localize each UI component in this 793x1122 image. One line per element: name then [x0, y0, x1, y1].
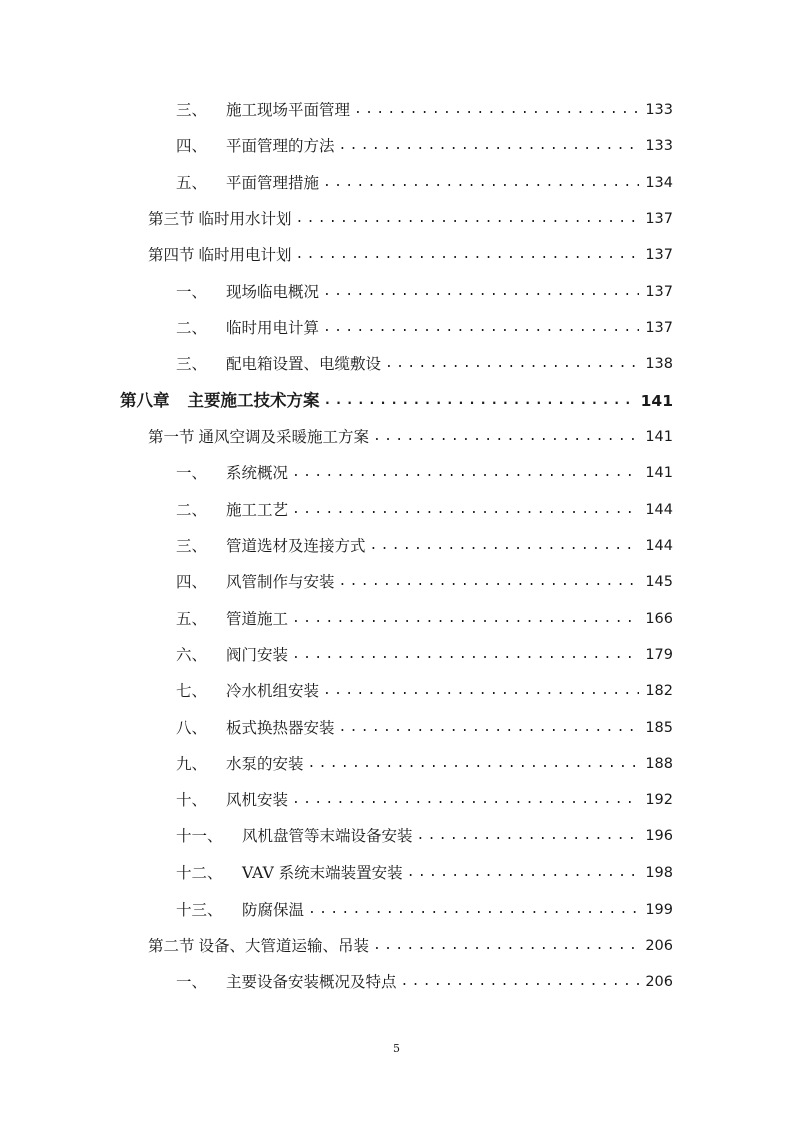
toc-entry	[176, 459, 673, 483]
toc-entry-page: 138	[645, 356, 673, 372]
toc-entry	[176, 714, 673, 738]
toc-entry	[176, 169, 673, 193]
toc-leader-dots	[401, 972, 640, 992]
toc-leader-dots	[323, 681, 639, 701]
toc-entry-page: 166	[645, 611, 673, 627]
toc-entry-title: 现场临电概况	[226, 283, 320, 301]
toc-entry	[148, 205, 673, 229]
toc-entry-title: 临时用电计划	[198, 246, 292, 264]
toc-entry-title: 冷水机组安装	[226, 682, 320, 700]
toc-entry-page: 206	[645, 938, 673, 954]
toc-entry-label: 第八章	[120, 391, 170, 410]
toc-entry-page: 192	[645, 792, 673, 808]
toc-leader-dots	[373, 427, 639, 447]
toc-entry-label: 十一、	[176, 827, 223, 845]
toc-entry-page: 188	[645, 756, 673, 772]
toc-entry-page: 179	[645, 647, 673, 663]
toc-leader-dots	[339, 136, 640, 156]
toc-entry-title: 临时用水计划	[198, 210, 292, 228]
toc-entry-title: 施工工艺	[226, 501, 289, 519]
toc-leader-dots	[323, 282, 639, 302]
toc-leader-dots	[373, 936, 639, 956]
toc-entry	[148, 932, 673, 956]
toc-entry-page: 206	[645, 974, 673, 990]
toc-entry-label: 二、	[176, 501, 208, 519]
toc-leader-dots	[292, 645, 639, 665]
toc-entry-label: 七、	[176, 682, 208, 700]
toc-leader-dots	[354, 100, 639, 120]
toc-entry	[176, 568, 673, 592]
toc-entry	[176, 532, 673, 556]
toc-entry-title: 风机安装	[226, 791, 289, 809]
toc-entry-page: 198	[645, 865, 673, 881]
toc-entry-page: 133	[645, 138, 673, 154]
toc-chapter-entry	[120, 387, 673, 411]
toc-entry-title: 管道施工	[226, 610, 289, 628]
toc-entry-page: 134	[645, 175, 673, 191]
toc-leader-dots	[292, 463, 639, 483]
toc-entry-page: 196	[645, 828, 673, 844]
toc-entry-title: 系统概况	[226, 464, 289, 482]
toc-entry-label: 三、	[176, 355, 208, 373]
toc-entry	[176, 786, 673, 810]
toc-entry-label: 一、	[176, 283, 208, 301]
toc-entry	[176, 750, 673, 774]
toc-entry-page: 144	[645, 538, 673, 554]
toc-leader-dots	[292, 500, 639, 520]
toc-leader-dots	[308, 754, 640, 774]
toc-entry-title: 配电箱设置、电缆敷设	[226, 355, 382, 373]
toc-leader-dots	[292, 790, 639, 810]
toc-entry-label: 第二节	[148, 937, 195, 955]
toc-entry-page: 137	[645, 284, 673, 300]
toc-entry-page: 182	[645, 683, 673, 699]
toc-entry	[176, 896, 673, 920]
toc-entry-title: 主要施工技术方案	[187, 391, 320, 410]
page-number: 5	[393, 1042, 400, 1055]
toc-entry	[176, 677, 673, 701]
toc-entry	[176, 132, 673, 156]
toc-entry-label: 五、	[176, 174, 208, 192]
toc-entry-title: 设备、大管道运输、吊装	[198, 937, 370, 955]
toc-entry-title: 管道选材及连接方式	[226, 537, 366, 555]
toc-entry	[148, 241, 673, 265]
toc-entry-page: 145	[645, 574, 673, 590]
toc-entry	[176, 496, 673, 520]
toc-entry	[148, 423, 673, 447]
toc-entry	[176, 822, 673, 846]
toc-entry-label: 一、	[176, 973, 208, 991]
toc-entry-title: 风机盘管等末端设备安装	[242, 827, 413, 845]
toc-leader-dots	[370, 536, 640, 556]
toc-leader-dots	[324, 391, 635, 411]
toc-entry-label: 第三节	[148, 210, 195, 228]
toc-entry	[176, 641, 673, 665]
toc-entry-title: 风管制作与安装	[226, 573, 335, 591]
toc-entry	[176, 314, 673, 338]
toc-entry-page: 137	[645, 211, 673, 227]
toc-leader-dots	[385, 354, 639, 374]
toc-entry-label: 十、	[176, 791, 208, 809]
toc-entry-page: 137	[645, 247, 673, 263]
toc-entry-label: 第一节	[148, 428, 195, 446]
toc-entry-title: 平面管理的方法	[226, 137, 335, 155]
toc-entry-label: 三、	[176, 537, 208, 555]
toc-entry-label: 二、	[176, 319, 208, 337]
toc-leader-dots	[296, 209, 640, 229]
toc-entry	[176, 968, 673, 992]
toc-entry-page: 137	[645, 320, 673, 336]
toc-entry-title: 施工现场平面管理	[226, 101, 351, 119]
toc-entry-page: 185	[645, 720, 673, 736]
toc-leader-dots	[308, 900, 639, 920]
toc-entry-label: 九、	[176, 755, 208, 773]
toc-entry-label: 第四节	[148, 246, 195, 264]
toc-leader-dots	[407, 863, 640, 883]
toc-entry-title: 通风空调及采暖施工方案	[198, 428, 370, 446]
toc-entry-label: 十三、	[176, 901, 223, 919]
toc-entry-title: 临时用电计算	[226, 319, 320, 337]
toc-leader-dots	[417, 826, 640, 846]
toc-entry-label: 八、	[176, 719, 208, 737]
toc-entry-title: 阀门安装	[226, 646, 289, 664]
toc-entry-page: 199	[645, 902, 673, 918]
toc-entry-page: 141	[645, 465, 673, 481]
toc-entry-label: 六、	[176, 646, 208, 664]
toc-entry-label: 五、	[176, 610, 208, 628]
toc-entry-title: 水泵的安装	[226, 755, 304, 773]
toc-entry-label: 四、	[176, 573, 208, 591]
toc-leader-dots	[323, 173, 639, 193]
toc-entry-label: 十二、	[176, 864, 223, 882]
toc-entry-page: 141	[640, 392, 673, 410]
toc-entry-page: 133	[645, 102, 673, 118]
toc-entry-label: 四、	[176, 137, 208, 155]
toc-entry-title: 板式换热器安装	[226, 719, 335, 737]
toc-entry-title: VAV 系统末端装置安装	[242, 864, 403, 882]
toc-entry-page: 141	[645, 429, 673, 445]
toc-leader-dots	[296, 245, 640, 265]
toc-entry-title: 防腐保温	[242, 901, 305, 919]
toc-entry-label: 三、	[176, 101, 208, 119]
toc-entry	[176, 350, 673, 374]
toc-entry	[176, 96, 673, 120]
toc-entry	[176, 605, 673, 629]
toc-entry-page: 144	[645, 502, 673, 518]
toc-entry-title: 主要设备安装概况及特点	[226, 973, 397, 991]
toc-leader-dots	[339, 718, 640, 738]
toc-entry	[176, 278, 673, 302]
toc-leader-dots	[292, 609, 639, 629]
toc-leader-dots	[339, 572, 640, 592]
toc-entry-title: 平面管理措施	[226, 174, 320, 192]
toc-leader-dots	[323, 318, 639, 338]
toc-entry	[176, 859, 673, 883]
toc-entry-label: 一、	[176, 464, 208, 482]
